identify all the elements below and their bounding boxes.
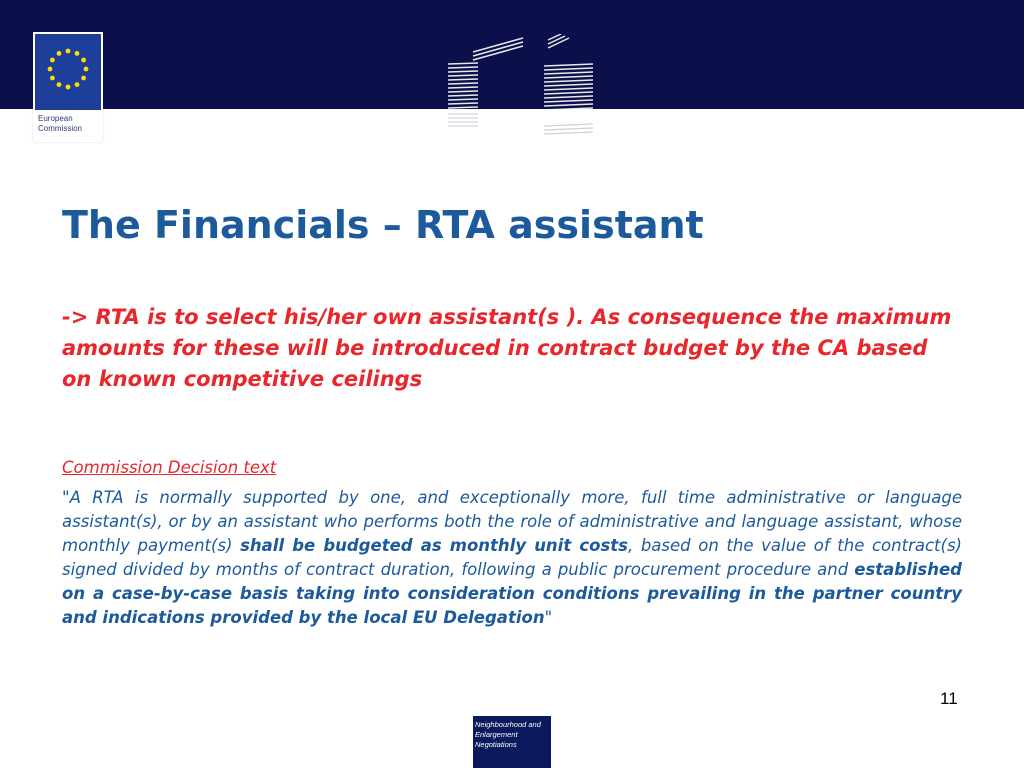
quote-part-3: " xyxy=(544,608,553,627)
quote-part-1: "A RTA is normally supported by one, and exceptionally more, full time administrative or language assistant(s), or by an assistant who performs both the role of administrative and language assistant, whose monthly payment(s) xyxy=(62,488,962,555)
quote-bold-2: established on a case-by-case basis taking into consideration conditions prevailing in the partner country and indications provided by the local EU Delegation xyxy=(62,560,962,627)
slide-title: The Financials – RTA assistant xyxy=(62,203,704,247)
quote-part-2: , based on the value of the contract(s) signed divided by months of contract duration, following a public procurement procedure and xyxy=(62,536,962,579)
logo-wordmark xyxy=(38,114,104,134)
badge-line-3: Negotiations xyxy=(475,740,517,749)
neighbourhood-badge xyxy=(473,716,551,768)
logo-line-2: Commission xyxy=(38,124,83,133)
decision-quote xyxy=(62,486,962,630)
badge-line-1: Neighbourhood and xyxy=(475,720,541,729)
decision-heading: Commission Decision text xyxy=(62,458,277,477)
eu-stars-icon xyxy=(35,34,101,110)
eu-flag-icon xyxy=(35,34,101,110)
highlight-statement xyxy=(62,302,962,395)
page-number: 11 xyxy=(940,689,958,708)
highlight-text: -> RTA is to select his/her own assistant(s ). As consequence the maximum amounts for these will be introduced in contract budget by the CA based on known competitive ceilings xyxy=(62,305,952,391)
quote-bold-1: shall be budgeted as monthly unit costs xyxy=(240,536,628,555)
logo-line-1: European xyxy=(38,114,73,123)
berlaymont-building-icon xyxy=(443,34,603,146)
badge-line-2: Enlargement xyxy=(475,730,518,739)
european-commission-logo-icon xyxy=(443,34,603,146)
